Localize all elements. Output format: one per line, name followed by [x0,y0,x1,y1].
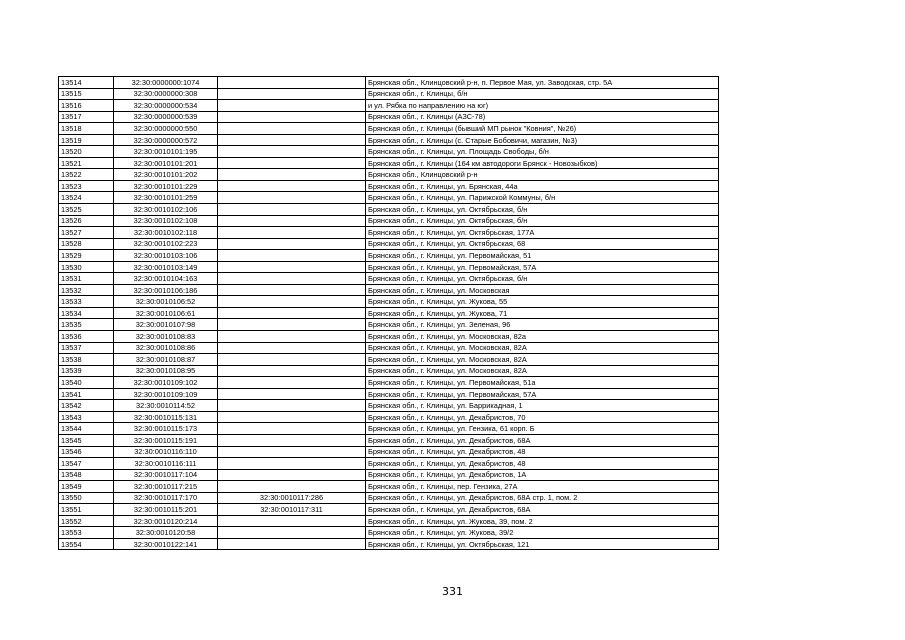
row-number-cell: 13519 [59,134,114,146]
row-number-cell: 13515 [59,88,114,100]
address-cell: Брянская обл., г. Клинцы, ул. Декабристов, 48 [366,458,719,470]
row-number-cell: 13539 [59,365,114,377]
table-row [59,319,719,331]
address-cell: Брянская обл., г. Клинцы, ул. Декабристов, 1А [366,469,719,481]
cadastral-number-cell: 32:30:0010102:118 [114,227,218,239]
cadastral-number-cell: 32:30:0010101:201 [114,157,218,169]
row-number-cell: 13547 [59,458,114,470]
table-row [59,157,719,169]
cadastral-number-cell: 32:30:0010103:106 [114,250,218,262]
address-cell: Брянская обл., г. Клинцы, ул. Зеленая, 96 [366,319,719,331]
cadastral-number-cell: 32:30:0010101:229 [114,180,218,192]
row-number-cell: 13518 [59,123,114,135]
address-cell: Брянская обл., г. Клинцы, ул. Московская, 82А [366,354,719,366]
table-row [59,169,719,181]
row-number-cell: 13540 [59,377,114,389]
row-number-cell: 13520 [59,146,114,158]
row-number-cell: 13544 [59,423,114,435]
table-row [59,481,719,493]
cadastral-number-cell: 32:30:0010116:111 [114,458,218,470]
cadastral-number-cell: 32:30:0010104:163 [114,273,218,285]
related-cadastral-number-cell [218,250,366,262]
row-number-cell: 13549 [59,481,114,493]
row-number-cell: 13551 [59,504,114,516]
cadastral-number-cell: 32:30:0010109:109 [114,388,218,400]
table-row [59,111,719,123]
related-cadastral-number-cell [218,88,366,100]
row-number-cell: 13536 [59,331,114,343]
related-cadastral-number-cell [218,307,366,319]
cadastral-number-cell: 32:30:0010117:104 [114,469,218,481]
table-row [59,77,719,89]
address-cell: Брянская обл., г. Клинцы, ул. Первомайская, 51 [366,250,719,262]
address-cell: Брянская обл., г. Клинцы, ул. Парижской Коммуны, б/н [366,192,719,204]
table-row [59,469,719,481]
row-number-cell: 13550 [59,492,114,504]
related-cadastral-number-cell [218,100,366,112]
table-row [59,238,719,250]
cadastral-number-cell: 32:30:0010117:215 [114,481,218,493]
page-number: 331 [442,585,463,598]
table-row [59,250,719,262]
table-row [59,88,719,100]
row-number-cell: 13530 [59,261,114,273]
address-cell: Брянская обл., г. Клинцы, ул. Жукова, 55 [366,296,719,308]
cadastral-number-cell: 32:30:0010108:95 [114,365,218,377]
cadastral-number-cell: 32:30:0010109:102 [114,377,218,389]
cadastral-number-cell: 32:30:0000000:572 [114,134,218,146]
cadastral-number-cell: 32:30:0010101:195 [114,146,218,158]
table-row [59,400,719,412]
table-row [59,204,719,216]
table-row [59,134,719,146]
row-number-cell: 13526 [59,215,114,227]
related-cadastral-number-cell [218,388,366,400]
row-number-cell: 13517 [59,111,114,123]
address-cell: Брянская обл., г. Клинцы, ул. Октябрьская, 68 [366,238,719,250]
related-cadastral-number-cell [218,123,366,135]
related-cadastral-number-cell [218,538,366,550]
table-row [59,100,719,112]
table-row [59,296,719,308]
cadastral-number-cell: 32:30:0010122:141 [114,538,218,550]
address-cell: Брянская обл., г. Клинцы, ул. Московская, 82а [366,331,719,343]
row-number-cell: 13543 [59,411,114,423]
address-cell: Брянская обл., г. Клинцы, ул. Октябрьская, б/н [366,204,719,216]
row-number-cell: 13545 [59,434,114,446]
table-row [59,515,719,527]
row-number-cell: 13531 [59,273,114,285]
table-row [59,492,719,504]
address-cell: Брянская обл., г. Клинцы (с. Старые Бобовичи, магазин, №3) [366,134,719,146]
related-cadastral-number-cell [218,204,366,216]
row-number-cell: 13527 [59,227,114,239]
address-cell: Брянская обл., г. Клинцы (АЗС-78) [366,111,719,123]
row-number-cell: 13522 [59,169,114,181]
table-row [59,273,719,285]
related-cadastral-number-cell [218,377,366,389]
related-cadastral-number-cell [218,515,366,527]
related-cadastral-number-cell [218,157,366,169]
row-number-cell: 13521 [59,157,114,169]
related-cadastral-number-cell [218,469,366,481]
cadastral-number-cell: 32:30:0010115:191 [114,434,218,446]
address-cell: Брянская обл., г. Клинцы, ул. Октябрьская, б/н [366,273,719,285]
cadastral-number-cell: 32:30:0010101:202 [114,169,218,181]
address-cell: Брянская обл., г. Клинцы, ул. Площадь Свободы, б/н [366,146,719,158]
table-row [59,458,719,470]
table-row [59,538,719,550]
related-cadastral-number-cell [218,331,366,343]
row-number-cell: 13541 [59,388,114,400]
address-cell: Брянская обл., г. Клинцы (164 км автодороги Брянск - Новозыбков) [366,157,719,169]
cadastral-number-cell: 32:30:0010106:186 [114,284,218,296]
address-cell: Брянская обл., г. Клинцы, ул. Московская [366,284,719,296]
related-cadastral-number-cell [218,238,366,250]
cadastral-number-cell: 32:30:0010115:173 [114,423,218,435]
related-cadastral-number-cell [218,192,366,204]
address-cell: Брянская обл., г. Клинцы, ул. Декабристов, 48 [366,446,719,458]
cadastral-number-cell: 32:30:0010116:110 [114,446,218,458]
row-number-cell: 13553 [59,527,114,539]
related-cadastral-number-cell [218,180,366,192]
address-cell: Брянская обл., г. Клинцы, ул. Жукова, 39, пом. 2 [366,515,719,527]
address-cell: Брянская обл., г. Клинцы, пер. Гензика, 27А [366,481,719,493]
table-row [59,423,719,435]
cadastral-number-cell: 32:30:0010108:86 [114,342,218,354]
row-number-cell: 13542 [59,400,114,412]
address-cell: Брянская обл., Клинцовский р-н [366,169,719,181]
table-row [59,377,719,389]
related-cadastral-number-cell [218,215,366,227]
related-cadastral-number-cell: 32:30:0010117:311 [218,504,366,516]
table-row [59,284,719,296]
related-cadastral-number-cell [218,273,366,285]
cadastral-number-cell: 32:30:0010102:108 [114,215,218,227]
table-row [59,342,719,354]
cadastral-number-cell: 32:30:0000000:1074 [114,77,218,89]
table-row [59,504,719,516]
related-cadastral-number-cell [218,365,366,377]
cadastral-number-cell: 32:30:0010117:170 [114,492,218,504]
related-cadastral-number-cell [218,342,366,354]
cadastral-number-cell: 32:30:0010120:58 [114,527,218,539]
row-number-cell: 13535 [59,319,114,331]
row-number-cell: 13546 [59,446,114,458]
related-cadastral-number-cell [218,227,366,239]
address-cell: Брянская обл., г. Клинцы, ул. Московская, 82А [366,365,719,377]
table-row [59,527,719,539]
related-cadastral-number-cell [218,169,366,181]
row-number-cell: 13523 [59,180,114,192]
address-cell: Брянская обл., г. Клинцы, ул. Жукова, 71 [366,307,719,319]
related-cadastral-number-cell [218,261,366,273]
address-cell: Брянская обл., г. Клинцы, ул. Баррикадная, 1 [366,400,719,412]
table-row [59,388,719,400]
cadastral-number-cell: 32:30:0010115:201 [114,504,218,516]
table-row [59,180,719,192]
row-number-cell: 13538 [59,354,114,366]
address-cell: Брянская обл., г. Клинцы, ул. Первомайская, 57А [366,388,719,400]
row-number-cell: 13533 [59,296,114,308]
related-cadastral-number-cell [218,446,366,458]
related-cadastral-number-cell [218,77,366,89]
table-row [59,365,719,377]
address-cell: Брянская обл., г. Клинцы, ул. Декабристов, 70 [366,411,719,423]
registry-table [58,76,719,550]
table-row [59,123,719,135]
related-cadastral-number-cell: 32:30:0010117:286 [218,492,366,504]
row-number-cell: 13532 [59,284,114,296]
address-cell: Брянская обл., г. Клинцы, ул. Октябрьская, 177А [366,227,719,239]
address-cell: Брянская обл., г. Клинцы, ул. Брянская, 44а [366,180,719,192]
cadastral-number-cell: 32:30:0000000:550 [114,123,218,135]
address-cell: Брянская обл., г. Клинцы (бывший МП рынок "Ковния", №26) [366,123,719,135]
address-cell: Брянская обл., г. Клинцы, б/н [366,88,719,100]
address-cell: Брянская обл., г. Клинцы, ул. Гензика, 61 корп. Б [366,423,719,435]
table-row [59,215,719,227]
address-cell: Брянская обл., г. Клинцы, ул. Октябрьская, 121 [366,538,719,550]
address-cell: Брянская обл., г. Клинцы, ул. Первомайская, 51а [366,377,719,389]
table-row [59,354,719,366]
related-cadastral-number-cell [218,400,366,412]
cadastral-number-cell: 32:30:0010107:98 [114,319,218,331]
related-cadastral-number-cell [218,527,366,539]
cadastral-number-cell: 32:30:0000000:534 [114,100,218,112]
table-row [59,434,719,446]
related-cadastral-number-cell [218,411,366,423]
related-cadastral-number-cell [218,134,366,146]
row-number-cell: 13525 [59,204,114,216]
cadastral-number-cell: 32:30:0010102:106 [114,204,218,216]
cadastral-number-cell: 32:30:0010115:131 [114,411,218,423]
cadastral-number-cell: 32:30:0000000:308 [114,88,218,100]
related-cadastral-number-cell [218,284,366,296]
row-number-cell: 13534 [59,307,114,319]
cadastral-number-cell: 32:30:0010108:83 [114,331,218,343]
cadastral-number-cell: 32:30:0010103:149 [114,261,218,273]
cadastral-number-cell: 32:30:0010106:52 [114,296,218,308]
table-row [59,146,719,158]
address-cell: Брянская обл., г. Клинцы, ул. Жукова, 39/2 [366,527,719,539]
related-cadastral-number-cell [218,319,366,331]
address-cell: Брянская обл., г. Клинцы, ул. Октябрьская, б/н [366,215,719,227]
address-cell: Брянская обл., г. Клинцы, ул. Декабристов, 68А стр. 1, пом. 2 [366,492,719,504]
address-cell: и ул. Рябка по направлению на юг) [366,100,719,112]
cadastral-number-cell: 32:30:0000000:539 [114,111,218,123]
row-number-cell: 13524 [59,192,114,204]
cadastral-number-cell: 32:30:0010102:223 [114,238,218,250]
row-number-cell: 13514 [59,77,114,89]
related-cadastral-number-cell [218,111,366,123]
related-cadastral-number-cell [218,434,366,446]
cadastral-number-cell: 32:30:0010114:52 [114,400,218,412]
cadastral-number-cell: 32:30:0010108:87 [114,354,218,366]
table-row [59,192,719,204]
row-number-cell: 13529 [59,250,114,262]
table-row [59,446,719,458]
table-row [59,227,719,239]
row-number-cell: 13528 [59,238,114,250]
table-row [59,411,719,423]
related-cadastral-number-cell [218,423,366,435]
registry-table-body [59,77,719,550]
address-cell: Брянская обл., г. Клинцы, ул. Декабристов, 68А [366,504,719,516]
row-number-cell: 13552 [59,515,114,527]
cadastral-number-cell: 32:30:0010120:214 [114,515,218,527]
related-cadastral-number-cell [218,481,366,493]
address-cell: Брянская обл., Клинцовский р-н, п. Первое Мая, ул. Заводская, стр. 5А [366,77,719,89]
table-row [59,307,719,319]
row-number-cell: 13554 [59,538,114,550]
cadastral-number-cell: 32:30:0010106:61 [114,307,218,319]
related-cadastral-number-cell [218,146,366,158]
row-number-cell: 13516 [59,100,114,112]
address-cell: Брянская обл., г. Клинцы, ул. Декабристов, 68А [366,434,719,446]
related-cadastral-number-cell [218,296,366,308]
related-cadastral-number-cell [218,458,366,470]
related-cadastral-number-cell [218,354,366,366]
table-row [59,261,719,273]
address-cell: Брянская обл., г. Клинцы, ул. Первомайская, 57А [366,261,719,273]
row-number-cell: 13537 [59,342,114,354]
address-cell: Брянская обл., г. Клинцы, ул. Московская, 82А [366,342,719,354]
cadastral-number-cell: 32:30:0010101:259 [114,192,218,204]
table-row [59,331,719,343]
row-number-cell: 13548 [59,469,114,481]
